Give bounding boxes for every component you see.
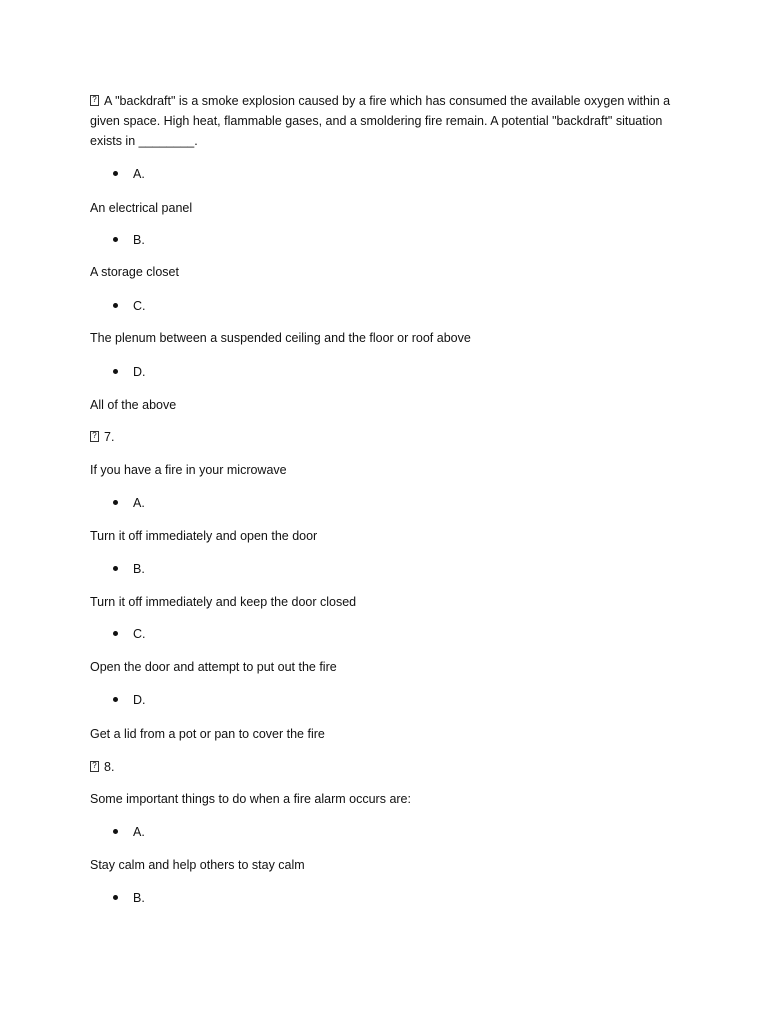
option-letter: C. bbox=[133, 627, 146, 641]
question-8-number-row bbox=[90, 757, 114, 777]
option-7a-text: Turn it off immediately and open the door bbox=[90, 529, 318, 543]
question-1-text: A "backdraft" is a smoke explosion caused by a fire which has consumed the available oxygen within a given space. High heat, flammable gases, and a smoldering fire remain. A potential "backdraft" situation exists in ________. bbox=[90, 94, 671, 148]
option-letter: C. bbox=[133, 299, 146, 313]
bullet-icon bbox=[113, 369, 118, 374]
option-1b-text: A storage closet bbox=[90, 265, 179, 279]
option-letter: A. bbox=[133, 167, 145, 181]
checkbox-icon[interactable] bbox=[90, 431, 99, 442]
option-1d-text: All of the above bbox=[90, 398, 177, 412]
question-8-number: 8. bbox=[104, 760, 115, 774]
bullet-icon bbox=[113, 303, 118, 308]
option-letter: A. bbox=[133, 496, 145, 510]
option-8b-bullet bbox=[113, 888, 145, 908]
checkbox-icon[interactable] bbox=[90, 761, 99, 772]
checkbox-icon[interactable] bbox=[90, 95, 99, 106]
bullet-icon bbox=[113, 895, 118, 900]
option-letter: D. bbox=[133, 693, 146, 707]
option-letter: A. bbox=[133, 825, 145, 839]
question-7-number-row bbox=[90, 427, 114, 447]
question-7-number: 7. bbox=[104, 430, 115, 444]
option-1d-bullet bbox=[113, 362, 146, 382]
option-1a-bullet bbox=[113, 164, 145, 184]
option-1a-text: An electrical panel bbox=[90, 201, 193, 215]
option-7d-text: Get a lid from a pot or pan to cover the fire bbox=[90, 727, 325, 741]
option-7c-text: Open the door and attempt to put out the fire bbox=[90, 660, 337, 674]
question-8-text: Some important things to do when a fire alarm occurs are: bbox=[90, 792, 411, 806]
bullet-icon bbox=[113, 829, 118, 834]
bullet-icon bbox=[113, 500, 118, 505]
option-letter: D. bbox=[133, 365, 146, 379]
option-8a-bullet bbox=[113, 822, 145, 842]
option-letter: B. bbox=[133, 233, 145, 247]
option-letter: B. bbox=[133, 562, 145, 576]
option-7b-text: Turn it off immediately and keep the door closed bbox=[90, 595, 357, 609]
question-7-text: If you have a fire in your microwave bbox=[90, 463, 287, 477]
option-7c-bullet bbox=[113, 624, 146, 644]
option-7a-bullet bbox=[113, 493, 145, 513]
option-1b-bullet bbox=[113, 230, 145, 250]
option-1c-bullet bbox=[113, 296, 146, 316]
option-1c-text: The plenum between a suspended ceiling and the floor or roof above bbox=[90, 331, 471, 345]
option-8a-text: Stay calm and help others to stay calm bbox=[90, 858, 305, 872]
option-letter: B. bbox=[133, 891, 145, 905]
question-1-text-block bbox=[90, 91, 690, 151]
option-7d-bullet bbox=[113, 690, 146, 710]
bullet-icon bbox=[113, 697, 118, 702]
option-7b-bullet bbox=[113, 559, 145, 579]
bullet-icon bbox=[113, 237, 118, 242]
bullet-icon bbox=[113, 631, 118, 636]
bullet-icon bbox=[113, 171, 118, 176]
bullet-icon bbox=[113, 566, 118, 571]
